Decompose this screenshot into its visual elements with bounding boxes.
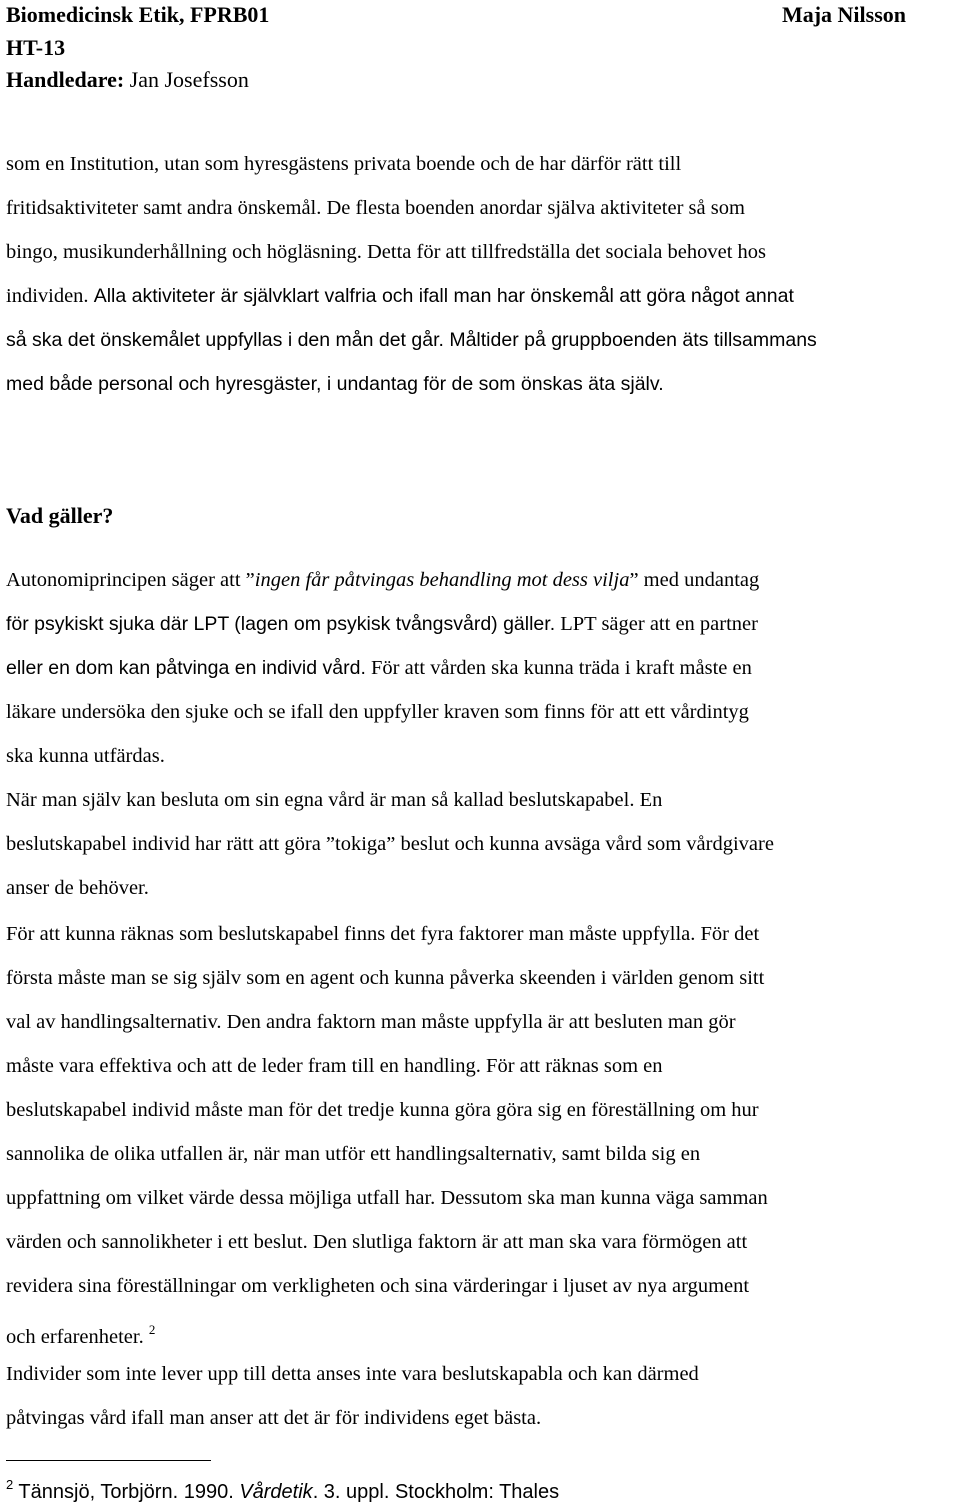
factors-paragraph	[6, 912, 960, 1440]
text-line: När man själv kan besluta om sin egna vård är man så kallad beslutskapabel. En	[6, 789, 663, 811]
text-line: måste vara effektiva och att de leder fram till en handling. För att räknas som en	[6, 1055, 663, 1077]
text-line: och erfarenheter. $^2$	[6, 1322, 156, 1348]
footnote-number: 2	[6, 1477, 14, 1492]
text-line: som en Institution, utan som hyresgästens privata boende och de har därför rätt till	[6, 153, 682, 175]
text-line: sannolika de olika utfallen är, när man utför ett handlingsalternativ, samt bilda sig en	[6, 1143, 701, 1165]
text-line: beslutskapabel individ måste man för det tredje kunna göra göra sig en föreställning om hur	[6, 1099, 759, 1121]
footnote-title: Vårdetik	[239, 1481, 313, 1503]
footnote: $^2$ Tännsjö, Torbjörn. 1990. Vårdetik. 3. uppl. Stockholm: Thales	[6, 1477, 560, 1503]
text-line: läkare undersöka den sjuke och se ifall den uppfyller kraven som finns för att ett vårdintyg	[6, 701, 749, 723]
footnote-reference: 2	[148, 1322, 156, 1337]
text-line: fritidsaktiviteter samt andra önskemål. De flesta boenden anordar själva aktiviteter så som	[6, 197, 745, 219]
text-line: värden och sannolikheter i ett beslut. Den slutliga faktorn är att man ska vara förmögen att	[6, 1231, 748, 1253]
author-name: Maja Nilsson	[781, 2, 906, 27]
footnote-divider	[6, 1460, 211, 1461]
text-line: så ska det önskemålet uppfyllas i den mån det går. Måltider på gruppboenden äts tillsammans	[6, 329, 817, 351]
section-heading: Vad gäller?	[6, 503, 114, 528]
autonomy-paragraph	[6, 558, 960, 910]
text-line: revidera sina föreställningar om verkligheten och sina värderingar i ljuset av nya argument	[6, 1275, 750, 1297]
text-line: påtvingas vård ifall man anser att det är för individens eget bästa.	[6, 1407, 542, 1429]
text-line: bingo, musikunderhållning och högläsning. Detta för att tillfredställa det sociala behovet hos	[6, 241, 767, 263]
text-line: eller en dom kan påtvinga en individ vård. För att vården ska kunna träda i kraft måste en	[6, 657, 752, 679]
text-line: Autonomiprincipen säger att ”ingen får påtvingas behandling mot dess vilja” med undantag	[6, 569, 760, 591]
text-line: Individer som inte lever upp till detta anses inte vara beslutskapabla och kan därmed	[6, 1363, 699, 1385]
term-label: HT-13	[6, 35, 66, 60]
supervisor-line: Handledare: Jan Josefsson	[6, 67, 249, 92]
text-line: För att kunna räknas som beslutskapabel finns det fyra faktorer man måste uppfylla. För det	[6, 923, 760, 945]
text-line: anser de behöver.	[6, 877, 149, 899]
text-line: val av handlingsalternativ. Den andra faktorn man måste uppfylla är att besluten man gör	[6, 1011, 736, 1033]
text-line: individen. Alla aktiviteter är självklart valfria och ifall man har önskemål att göra något annat	[6, 285, 794, 307]
text-line: beslutskapabel individ har rätt att göra ”tokiga” beslut och kunna avsäga vård som vårdgivare	[6, 833, 774, 855]
quote-italic: ingen får påtvingas behandling mot dess vilja	[254, 569, 630, 591]
intro-paragraph	[6, 142, 960, 406]
course-title: Biomedicinsk Etik, FPRB01	[6, 2, 270, 27]
text-line: för psykiskt sjuka där LPT (lagen om psykisk tvångsvård) gäller. LPT säger att en partner	[6, 613, 758, 635]
text-line: första måste man se sig själv som en agent och kunna påverka skeenden i världen genom sitt	[6, 967, 765, 989]
text-line: uppfattning om vilket värde dessa möjliga utfall har. Dessutom ska man kunna väga samman	[6, 1187, 768, 1209]
text-line: ska kunna utfärdas.	[6, 745, 165, 767]
text-line: med både personal och hyresgäster, i undantag för de som önskas äta själv.	[6, 373, 664, 395]
